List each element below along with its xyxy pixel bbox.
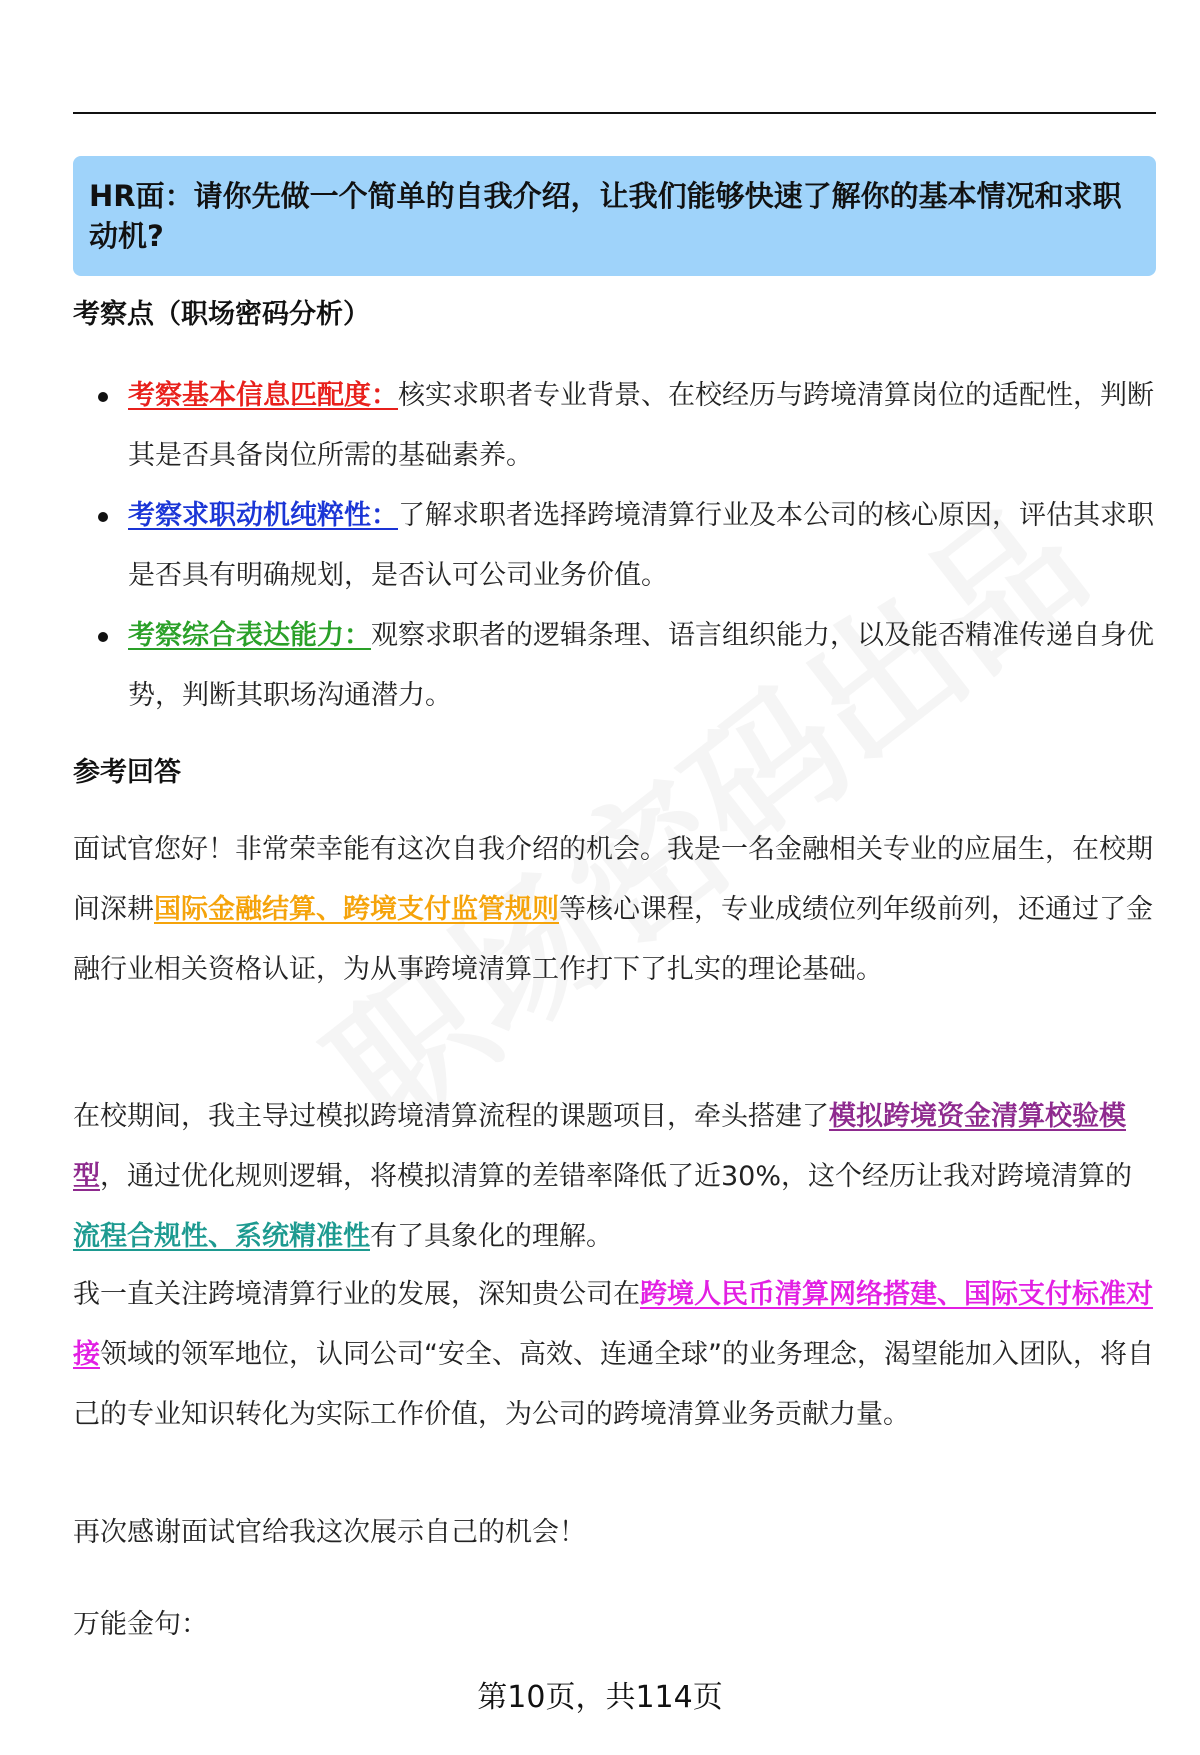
- answer-text: 我一直关注跨境清算行业的发展，深知贵公司在: [73, 1279, 640, 1310]
- list-item: [90, 366, 1156, 486]
- answer-paragraph-4: 再次感谢面试官给我这次展示自己的机会！: [73, 1517, 586, 1548]
- top-divider: [73, 112, 1156, 114]
- answer-keyword: 模拟跨境资金清算校验模型: [73, 1101, 1126, 1192]
- golden-sentence-label: 万能金句：: [73, 1609, 208, 1640]
- analysis-heading: 考察点（职场密码分析）: [73, 299, 370, 330]
- bullet-icon: [98, 392, 108, 402]
- point-text: 核实求职者专业背景、在校经历与跨境清算岗位的适配性，判断其是否具备岗位所需的基础素养。: [128, 380, 1154, 471]
- question-box: [73, 156, 1156, 276]
- answer-text: ，通过优化规则逻辑，将模拟清算的差错率降低了近30%，这个经历让我对跨境清算的: [100, 1161, 1133, 1192]
- answer-heading: 参考回答: [73, 757, 181, 788]
- point-text: 了解求职者选择跨境清算行业及本公司的核心原因，评估其求职是否具有明确规划，是否认可公司业务价值。: [128, 500, 1154, 591]
- point-text: 观察求职者的逻辑条理、语言组织能力，以及能否精准传递自身优势，判断其职场沟通潜力。: [128, 620, 1154, 711]
- bullet-icon: [98, 632, 108, 642]
- page-number: 第10页，共114页: [477, 1680, 723, 1715]
- bullet-icon: [98, 512, 108, 522]
- question-text: HR面：请你先做一个简单的自我介绍，让我们能够快速了解你的基本情况和求职动机?: [89, 179, 1122, 253]
- point-keyword: 考察综合表达能力：: [128, 620, 371, 651]
- point-keyword: 考察基本信息匹配度：: [128, 380, 398, 411]
- answer-paragraph-1: [73, 820, 1156, 1000]
- answer-keyword: 跨境人民币清算网络搭建、国际支付标准对接: [73, 1279, 1153, 1370]
- analysis-points: [90, 366, 1156, 726]
- list-item: [90, 486, 1156, 606]
- answer-text: 有了具象化的理解。: [370, 1221, 613, 1252]
- answer-paragraph-3: [73, 1265, 1156, 1445]
- answer-keyword: 流程合规性、系统精准性: [73, 1221, 370, 1252]
- point-keyword: 考察求职动机纯粹性：: [128, 500, 398, 531]
- answer-text: 等核心课程，专业成绩位列年级前列，还通过了金融行业相关资格认证，为从事跨境清算工作打下了扎实的理论基础。: [73, 894, 1153, 985]
- list-item: [90, 606, 1156, 726]
- answer-text: 领域的领军地位，认同公司“安全、高效、连通全球”的业务理念，渴望能加入团队，将自己的专业知识转化为实际工作价值，为公司的跨境清算业务贡献力量。: [73, 1339, 1154, 1430]
- answer-paragraph-2: [73, 1087, 1156, 1267]
- answer-text: 面试官您好！非常荣幸能有这次自我介绍的机会。我是一名金融相关专业的应届生，在校期间深耕: [73, 834, 1153, 925]
- answer-keyword: 国际金融结算、跨境支付监管规则: [154, 894, 559, 925]
- answer-text: 在校期间，我主导过模拟跨境清算流程的课题项目，牵头搭建了: [73, 1101, 829, 1132]
